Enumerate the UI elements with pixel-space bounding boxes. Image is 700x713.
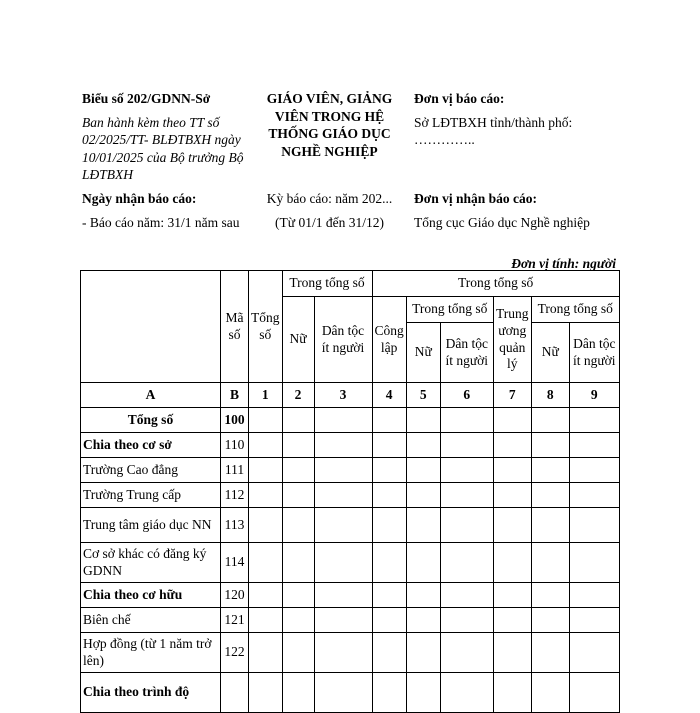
value-cell[interactable] <box>440 508 493 543</box>
value-cell[interactable] <box>372 408 406 433</box>
receiving-unit: Tổng cục Giáo dục Nghề nghiệp <box>414 214 590 230</box>
value-cell[interactable] <box>440 433 493 458</box>
value-cell[interactable] <box>372 483 406 508</box>
value-cell[interactable] <box>531 408 569 433</box>
row-code: 120 <box>221 583 249 608</box>
value-cell[interactable] <box>249 433 283 458</box>
table-row <box>81 583 620 608</box>
value-cell[interactable] <box>440 543 493 583</box>
value-cell[interactable] <box>372 433 406 458</box>
row-code <box>221 673 249 713</box>
table-row <box>81 673 620 713</box>
value-cell[interactable] <box>440 633 493 673</box>
table-row <box>81 433 620 458</box>
value-cell[interactable] <box>249 508 283 543</box>
value-cell[interactable] <box>282 458 314 483</box>
value-cell[interactable] <box>493 483 531 508</box>
row-code: 110 <box>221 433 249 458</box>
value-cell[interactable] <box>282 408 314 433</box>
value-cell[interactable] <box>440 458 493 483</box>
within-total-header: Trong tổng số <box>406 297 493 323</box>
value-cell[interactable] <box>282 508 314 543</box>
value-cell[interactable] <box>569 673 619 713</box>
table-row <box>81 543 620 583</box>
label-column-header <box>81 271 221 383</box>
column-id: 9 <box>569 383 619 408</box>
reporting-unit: Sở LĐTBXH tỉnh/thành phố: ………….. <box>414 114 573 148</box>
value-cell[interactable] <box>406 408 440 433</box>
central-management-column-header: Trung ương quản lý <box>493 297 531 383</box>
value-cell[interactable] <box>493 508 531 543</box>
value-cell[interactable] <box>314 633 372 673</box>
value-cell[interactable] <box>249 458 283 483</box>
column-id: 7 <box>493 383 531 408</box>
value-cell[interactable] <box>372 543 406 583</box>
value-cell[interactable] <box>493 408 531 433</box>
value-cell[interactable] <box>569 543 619 583</box>
total-column-header: Tổng số <box>249 271 283 383</box>
column-id: 6 <box>440 383 493 408</box>
value-cell[interactable] <box>493 458 531 483</box>
value-cell[interactable] <box>493 543 531 583</box>
report-period-range: (Từ 01/1 đến 31/12) <box>275 214 384 230</box>
value-cell[interactable] <box>314 673 372 713</box>
report-period: Kỳ báo cáo: năm 202... <box>266 191 393 206</box>
row-label: Trường Trung cấp <box>81 483 221 508</box>
within-total-header: Trong tổng số <box>531 297 619 323</box>
value-cell[interactable] <box>406 483 440 508</box>
value-cell[interactable] <box>493 608 531 633</box>
female-column-header: Nữ <box>282 297 314 383</box>
code-column-header: Mã số <box>221 271 249 383</box>
female-column-header: Nữ <box>531 323 569 383</box>
value-cell[interactable] <box>531 543 569 583</box>
value-cell[interactable] <box>249 633 283 673</box>
row-label: Trung tâm giáo dục NN <box>81 508 221 543</box>
value-cell[interactable] <box>314 608 372 633</box>
row-label: Tổng số <box>81 408 221 433</box>
column-id: 2 <box>282 383 314 408</box>
value-cell[interactable] <box>372 508 406 543</box>
table-row <box>81 458 620 483</box>
column-id: A <box>81 383 221 408</box>
within-total-header: Trong tổng số <box>372 271 619 297</box>
table-row <box>81 483 620 508</box>
value-cell[interactable] <box>531 483 569 508</box>
row-label: Chia theo cơ hữu <box>81 583 221 608</box>
row-label: Hợp đồng (từ 1 năm trở lên) <box>81 633 221 673</box>
value-cell[interactable] <box>249 673 283 713</box>
received-date-label: Ngày nhận báo cáo: <box>82 191 197 206</box>
value-cell[interactable] <box>249 408 283 433</box>
column-id: 4 <box>372 383 406 408</box>
row-label: Chia theo trình độ <box>81 673 221 713</box>
reporting-unit-label: Đơn vị báo cáo: <box>414 91 505 106</box>
value-cell[interactable] <box>406 433 440 458</box>
value-cell[interactable] <box>493 633 531 673</box>
table-row <box>81 508 620 543</box>
row-label: Trường Cao đẳng <box>81 458 221 483</box>
column-id: 8 <box>531 383 569 408</box>
value-cell[interactable] <box>314 508 372 543</box>
value-cell[interactable] <box>282 433 314 458</box>
ethnic-minority-column-header: Dân tộc ít người <box>314 297 372 383</box>
value-cell[interactable] <box>440 673 493 713</box>
row-label: Chia theo cơ sở <box>81 433 221 458</box>
value-cell[interactable] <box>569 583 619 608</box>
value-cell[interactable] <box>493 673 531 713</box>
report-table <box>80 270 620 713</box>
row-code: 112 <box>221 483 249 508</box>
row-code: 122 <box>221 633 249 673</box>
value-cell[interactable] <box>440 408 493 433</box>
value-cell[interactable] <box>314 408 372 433</box>
female-column-header: Nữ <box>406 323 440 383</box>
row-label: Cơ sở khác có đăng ký GDNN <box>81 543 221 583</box>
value-cell[interactable] <box>569 508 619 543</box>
value-cell[interactable] <box>314 483 372 508</box>
row-code: 121 <box>221 608 249 633</box>
value-cell[interactable] <box>314 458 372 483</box>
value-cell[interactable] <box>569 633 619 673</box>
row-label: Biên chế <box>81 608 221 633</box>
value-cell[interactable] <box>282 483 314 508</box>
value-cell[interactable] <box>249 543 283 583</box>
table-row <box>81 633 620 673</box>
value-cell[interactable] <box>314 543 372 583</box>
ethnic-minority-column-header: Dân tộc ít người <box>440 323 493 383</box>
column-id: 3 <box>314 383 372 408</box>
value-cell[interactable] <box>440 483 493 508</box>
value-cell[interactable] <box>531 608 569 633</box>
row-code: 113 <box>221 508 249 543</box>
value-cell[interactable] <box>314 433 372 458</box>
row-code: 114 <box>221 543 249 583</box>
value-cell[interactable] <box>569 608 619 633</box>
row-code: 100 <box>221 408 249 433</box>
value-cell[interactable] <box>406 633 440 673</box>
value-cell[interactable] <box>440 583 493 608</box>
receiving-unit-label: Đơn vị nhận báo cáo: <box>414 191 538 206</box>
value-cell[interactable] <box>282 633 314 673</box>
within-total-header: Trong tổng số <box>282 271 372 297</box>
value-cell[interactable] <box>531 508 569 543</box>
unit-note: Đơn vị tính: người <box>511 256 616 271</box>
public-column-header: Công lập <box>372 297 406 383</box>
form-number: Biểu số 202/GDNN-Sở <box>82 91 211 106</box>
value-cell[interactable] <box>282 608 314 633</box>
value-cell[interactable] <box>569 483 619 508</box>
table-row <box>81 408 620 433</box>
value-cell[interactable] <box>569 408 619 433</box>
value-cell[interactable] <box>440 608 493 633</box>
value-cell[interactable] <box>406 608 440 633</box>
value-cell[interactable] <box>372 673 406 713</box>
value-cell[interactable] <box>406 543 440 583</box>
value-cell[interactable] <box>372 608 406 633</box>
value-cell[interactable] <box>531 633 569 673</box>
row-code: 111 <box>221 458 249 483</box>
value-cell[interactable] <box>249 608 283 633</box>
received-date: - Báo cáo năm: 31/1 năm sau <box>82 214 240 230</box>
value-cell[interactable] <box>569 433 619 458</box>
value-cell[interactable] <box>249 483 283 508</box>
column-id: B <box>221 383 249 408</box>
value-cell[interactable] <box>372 583 406 608</box>
column-id: 1 <box>249 383 283 408</box>
value-cell[interactable] <box>282 583 314 608</box>
report-title: GIÁO VIÊN, GIẢNG VIÊN TRONG HỆ THỐNG GIÁO DỤC NGHỀ NGHIỆP <box>266 91 393 159</box>
value-cell[interactable] <box>569 458 619 483</box>
value-cell[interactable] <box>282 543 314 583</box>
issued-with-note: Ban hành kèm theo TT số 02/2025/TT- BLĐTBXH ngày 10/01/2025 của Bộ trưởng Bộ LĐTBXH <box>82 114 244 183</box>
value-cell[interactable] <box>314 583 372 608</box>
value-cell[interactable] <box>531 433 569 458</box>
value-cell[interactable] <box>406 458 440 483</box>
value-cell[interactable] <box>531 458 569 483</box>
value-cell[interactable] <box>493 433 531 458</box>
value-cell[interactable] <box>282 673 314 713</box>
value-cell[interactable] <box>372 633 406 673</box>
value-cell[interactable] <box>531 673 569 713</box>
value-cell[interactable] <box>406 673 440 713</box>
column-id: 5 <box>406 383 440 408</box>
value-cell[interactable] <box>406 583 440 608</box>
value-cell[interactable] <box>493 583 531 608</box>
ethnic-minority-column-header: Dân tộc ít người <box>569 323 619 383</box>
value-cell[interactable] <box>249 583 283 608</box>
value-cell[interactable] <box>372 458 406 483</box>
table-row <box>81 608 620 633</box>
value-cell[interactable] <box>531 583 569 608</box>
value-cell[interactable] <box>406 508 440 543</box>
